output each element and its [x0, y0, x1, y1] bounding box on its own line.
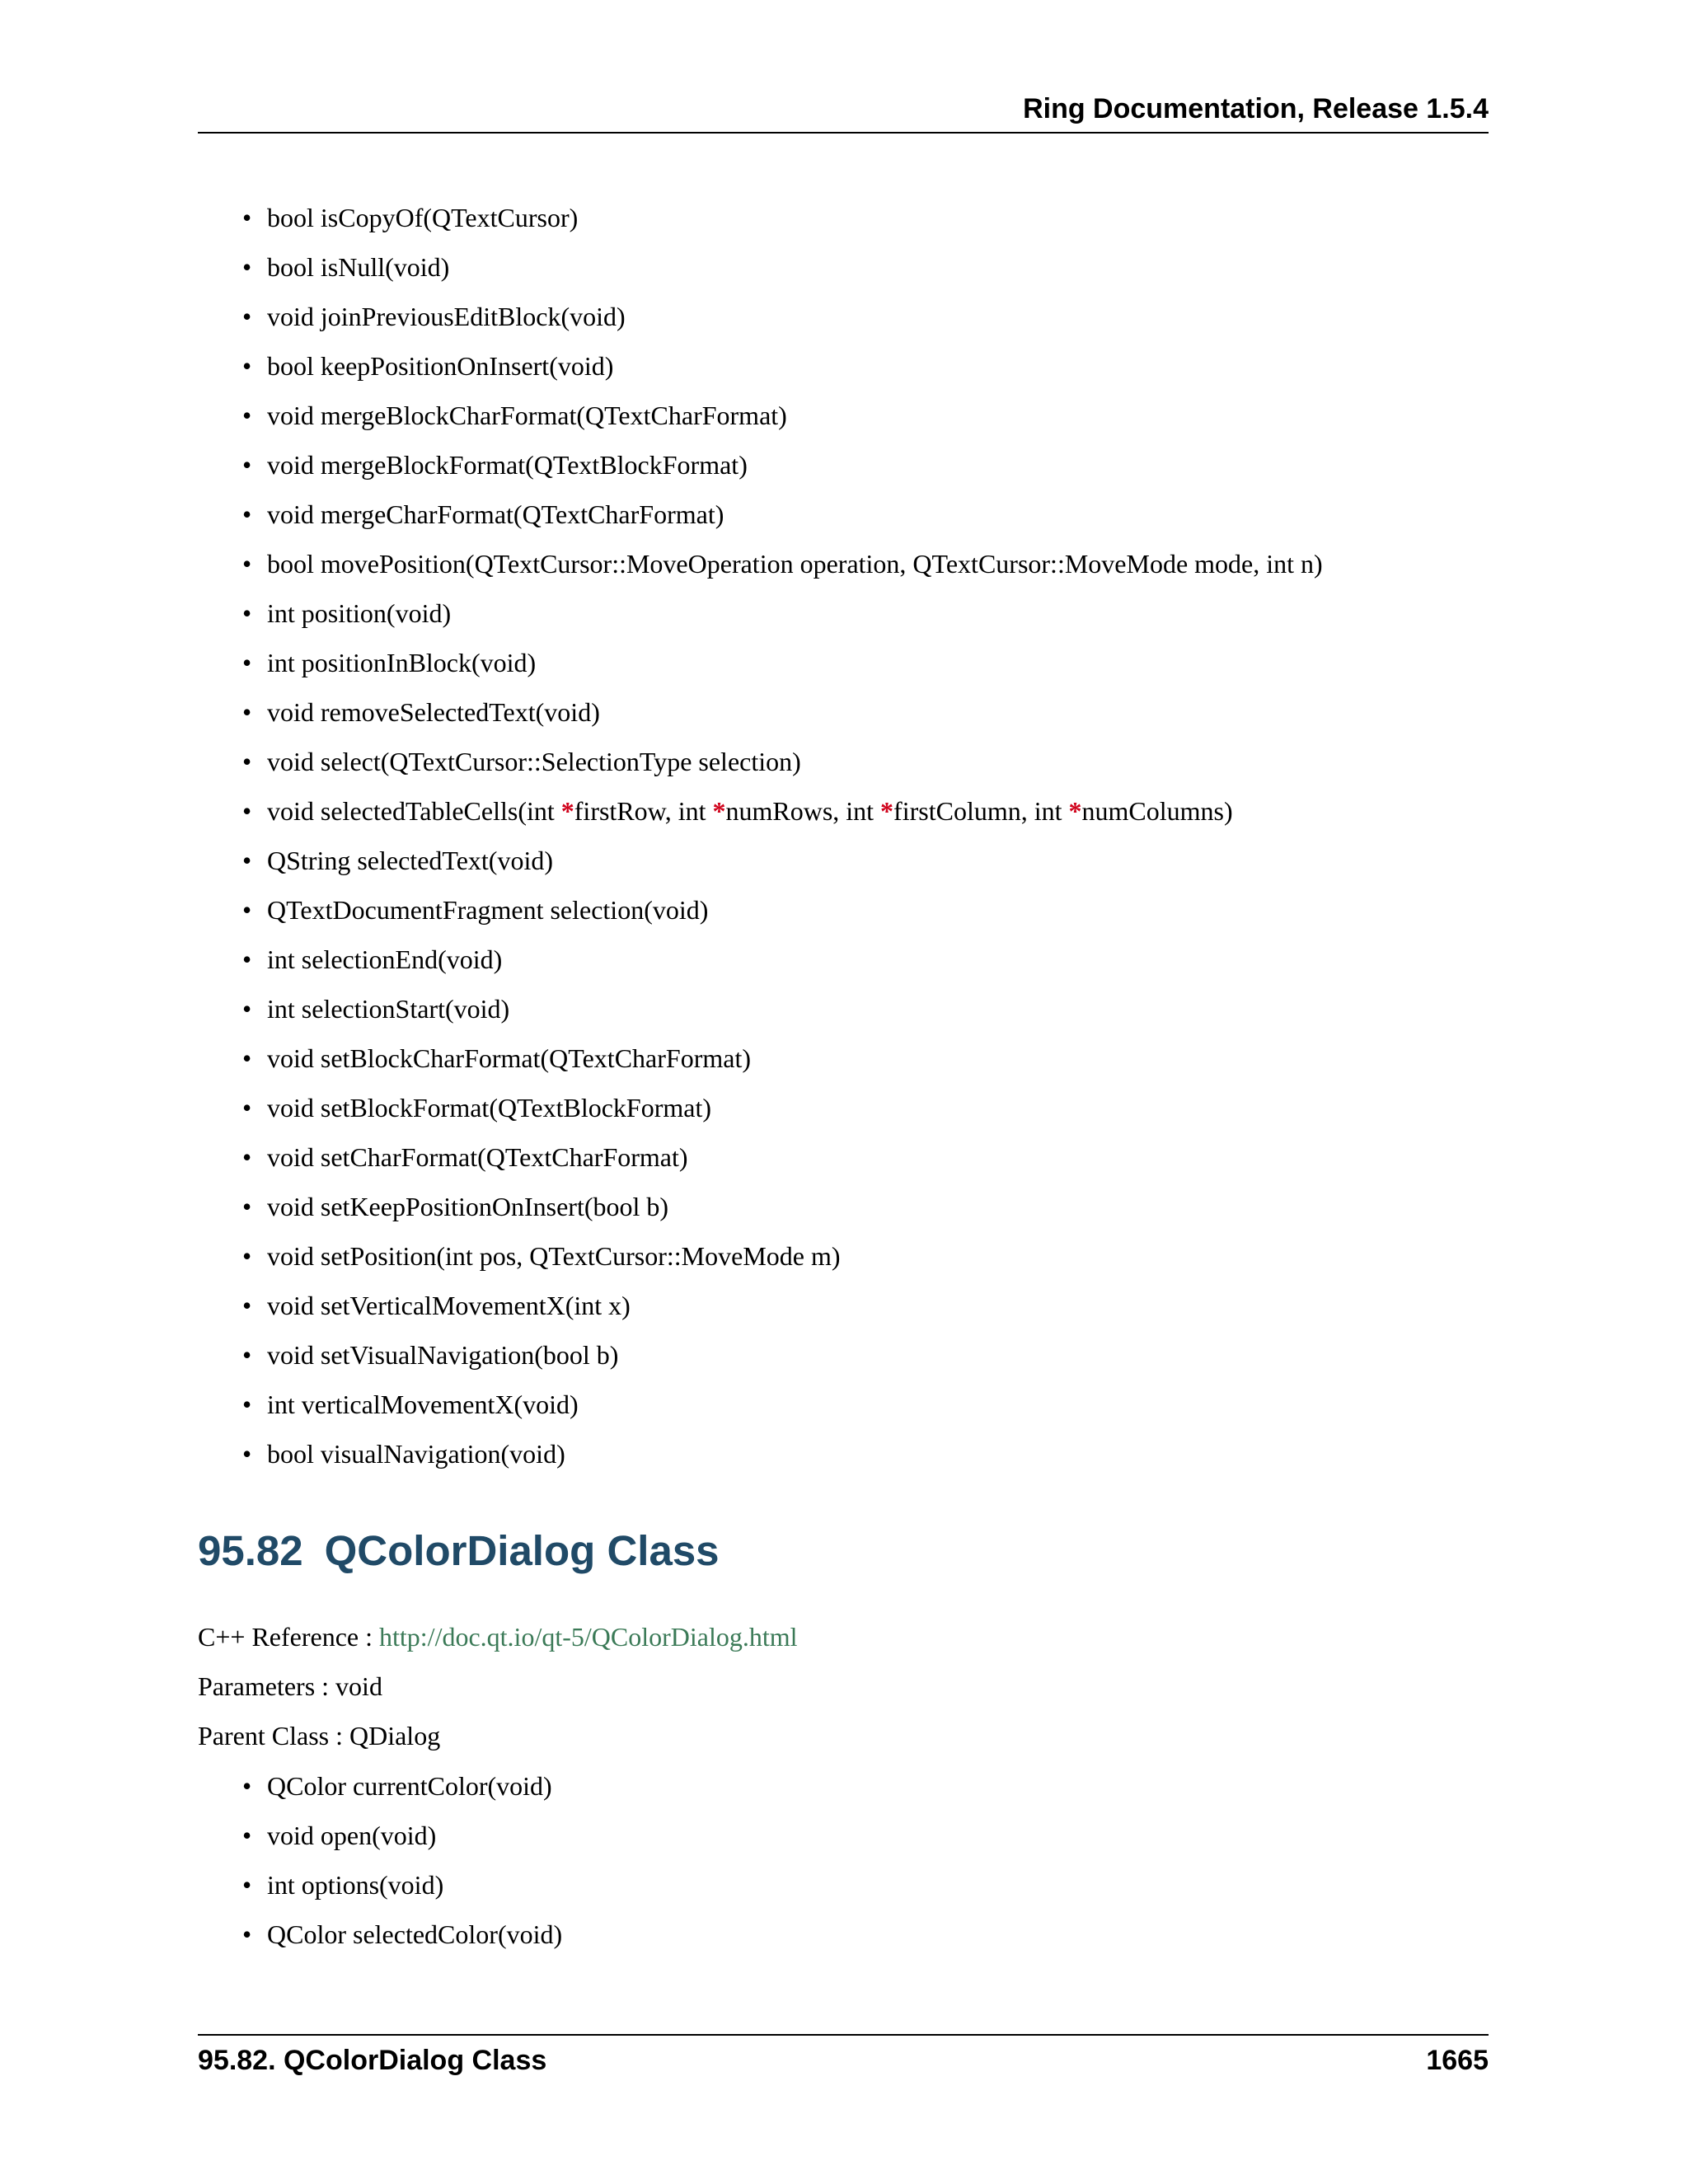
method-item: • int positionInBlock(void) [242, 646, 1323, 696]
parameters [198, 1670, 382, 1703]
method-item: • int options(void) [242, 1868, 562, 1918]
method-item: • bool isCopyOf(QTextCursor) [242, 201, 1323, 251]
method-item: • void select(QTextCursor::SelectionType selection) [242, 745, 1323, 794]
method-item: • bool visualNavigation(void) [242, 1437, 1323, 1487]
method-item: • int position(void) [242, 597, 1323, 646]
method-item: • bool keepPositionOnInsert(void) [242, 349, 1323, 399]
section-title: QColorDialog Class [324, 1527, 720, 1574]
cpp-reference-label: C++ Reference : [198, 1622, 379, 1652]
method-item: • QColor selectedColor(void) [242, 1918, 562, 1967]
cpp-reference-link[interactable]: http://doc.qt.io/qt-5/QColorDialog.html [379, 1622, 798, 1652]
method-item: • void mergeCharFormat(QTextCharFormat) [242, 498, 1323, 547]
qtextcursor-method-list [242, 201, 1323, 1487]
method-item: • bool isNull(void) [242, 251, 1323, 300]
method-item: • void setBlockCharFormat(QTextCharFormat) [242, 1042, 1323, 1091]
method-item: • void setVerticalMovementX(int x) [242, 1289, 1323, 1338]
method-item: • int selectionEnd(void) [242, 943, 1323, 992]
parent-class-value: QDialog [349, 1721, 441, 1750]
pointer-asterisk: * [712, 796, 726, 826]
method-text-part: firstColumn, int [893, 796, 1069, 826]
parameters-value: void [335, 1671, 382, 1701]
method-item: • int selectionStart(void) [242, 992, 1323, 1042]
method-item: • QTextDocumentFragment selection(void) [242, 893, 1323, 943]
document-title: Ring Documentation, Release 1.5.4 [1023, 93, 1489, 124]
pointer-asterisk: * [560, 796, 574, 826]
method-item: • void joinPreviousEditBlock(void) [242, 300, 1323, 349]
method-item: • QColor currentColor(void) [242, 1769, 562, 1819]
method-item: • void setPosition(int pos, QTextCursor::MoveMode m) [242, 1240, 1323, 1289]
method-item: • int verticalMovementX(void) [242, 1388, 1323, 1437]
method-item: • void mergeBlockFormat(QTextBlockFormat) [242, 448, 1323, 498]
parent-class-label: Parent Class : [198, 1721, 349, 1750]
method-item [242, 794, 1323, 844]
footer-section: 95.82. QColorDialog Class [198, 2045, 547, 2076]
method-text-part: numColumns) [1081, 796, 1233, 826]
parameters-label: Parameters : [198, 1671, 336, 1701]
method-item: • QString selectedText(void) [242, 844, 1323, 893]
method-item: • void setKeepPositionOnInsert(bool b) [242, 1190, 1323, 1240]
method-text-part: void selectedTableCells(int [267, 796, 561, 826]
method-text-part: firstRow, int [574, 796, 713, 826]
parent-class [198, 1719, 440, 1752]
pointer-asterisk: * [1068, 796, 1082, 826]
method-item: • void mergeBlockCharFormat(QTextCharFormat) [242, 399, 1323, 448]
page-header [198, 89, 1489, 134]
method-item: • void open(void) [242, 1819, 562, 1868]
section-number: 95.82 [198, 1527, 303, 1574]
page-footer [198, 2034, 1489, 2076]
page-number: 1665 [1426, 2045, 1489, 2076]
method-item: • void setBlockFormat(QTextBlockFormat) [242, 1091, 1323, 1141]
method-item: • void setCharFormat(QTextCharFormat) [242, 1141, 1323, 1190]
method-item: • bool movePosition(QTextCursor::MoveOperation operation, QTextCursor::MoveMode mode, int n) [242, 547, 1323, 597]
method-item: • void setVisualNavigation(bool b) [242, 1338, 1323, 1388]
section-heading [198, 1526, 720, 1576]
method-item: • void removeSelectedText(void) [242, 696, 1323, 745]
method-text-part: numRows, int [725, 796, 881, 826]
cpp-reference [198, 1620, 798, 1653]
qcolordialog-method-list [242, 1769, 562, 1967]
pointer-asterisk: * [880, 796, 894, 826]
